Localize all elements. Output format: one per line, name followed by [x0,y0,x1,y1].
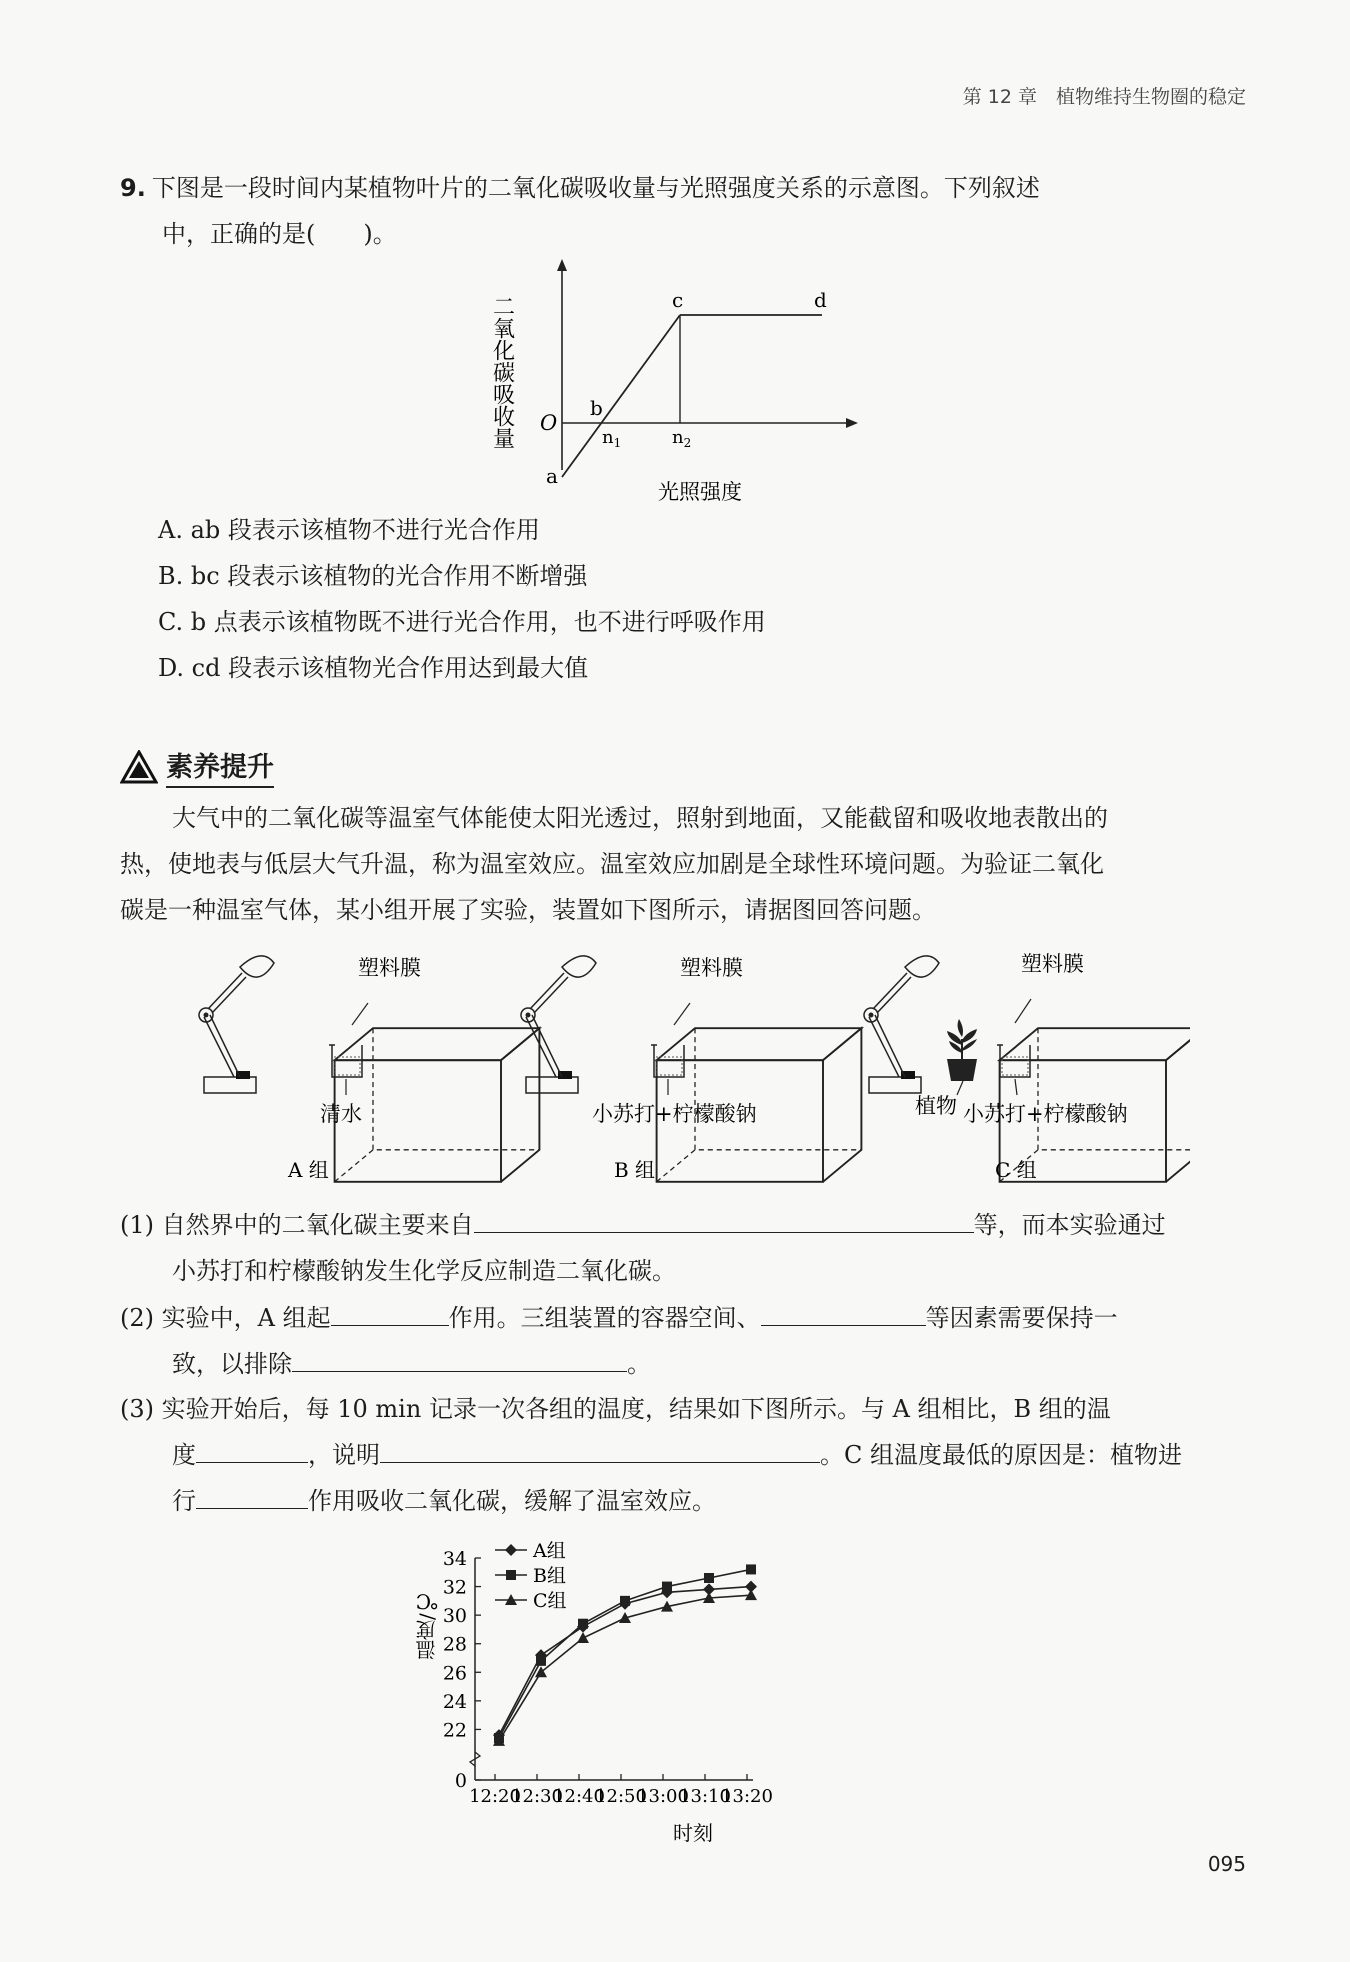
chart-ytick-label: 28 [442,1633,467,1656]
chart-ytick-label: 32 [442,1576,467,1599]
group-c-label: C 组 [995,1158,1037,1182]
chart-ytick-label: 24 [442,1690,467,1713]
chart-xtick-label: 12:20 [469,1786,521,1807]
chart-data-point [536,1656,546,1666]
option-c[interactable]: C. b 点表示该植物既不进行光合作用，也不进行呼吸作用 [158,608,766,636]
group-c-film-label: 塑料膜 [1021,952,1084,976]
graph-origin: O [540,411,558,435]
q2-text-d: 致，以排除 [172,1350,292,1378]
chart-data-point [746,1564,756,1574]
q3-text-f: 作用吸收二氧化碳，缓解了温室效应。 [308,1487,716,1515]
intro-line3: 碳是一种温室气体，某小组开展了实验，装置如下图所示，请据图回答问题。 [120,896,936,924]
q1-text-c: 小苏打和柠檬酸钠发生化学反应制造二氧化碳。 [172,1257,676,1285]
option-d[interactable]: D. cd 段表示该植物光合作用达到最大值 [158,654,589,682]
chart-ytick-label: 22 [442,1719,467,1742]
group-b-film-label: 塑料膜 [680,956,743,980]
group-a-label: A 组 [288,1158,329,1182]
page-number: 095 [1207,1852,1246,1876]
chart-xtick-label: 12:40 [553,1786,605,1807]
chart-ytick-label: 30 [442,1605,467,1628]
question-number: 9. [120,174,146,202]
graph-tick-n1: $n_1$ [602,427,622,450]
chart-ytick-label: 26 [442,1662,467,1685]
section-heading [120,745,274,788]
intro-line2: 热，使地表与低层大气升温，称为温室效应。温室效应加剧是全球性环境问题。为验证二氧化 [120,850,1104,878]
question-text-line2: 中，正确的是( )。 [162,220,397,248]
option-b[interactable]: B. bc 段表示该植物的光合作用不断增强 [158,562,588,590]
x-axis-arrow [846,418,858,428]
chart-xlabel: 时刻 [673,1821,713,1845]
q2-answer-blank-3[interactable] [292,1343,627,1372]
apparatus-figure [190,945,1190,1195]
plant-pot-icon [947,1019,977,1081]
graph-tick-n2: $n_2$ [672,427,692,450]
temperature-chart [405,1540,965,1850]
q3-answer-blank-1[interactable] [196,1434,308,1463]
group-c-plant-label: 植物 [915,1094,957,1118]
graph-point-d: d [814,288,827,312]
graph-point-c: c [672,288,684,312]
q2-text-c: 等因素需要保持一 [925,1304,1118,1332]
graph-point-b: b [590,396,603,420]
chart-ylabel: 温度/℃ [415,1589,439,1660]
chart-legend-marker [505,1544,517,1556]
graph-xlabel: 光照强度 [658,480,742,504]
chart-legend-label: C组 [533,1590,567,1612]
question-text-line1: 下图是一段时间内某植物叶片的二氧化碳吸收量与光照强度关系的示意图。下列叙述 [151,174,1040,202]
warning-triangle-icon [120,750,158,784]
chart-xtick-label: 12:50 [595,1786,647,1807]
chart-legend-label: B组 [533,1565,566,1587]
chart-xtick-label: 13:10 [679,1786,731,1807]
q3-text-a: (3) 实验开始后，每 10 min 记录一次各组的温度，结果如下图所示。与 A 组相比，B 组的温 [120,1395,1111,1423]
photosynthesis-graph [490,255,870,515]
apparatus-group-a [199,956,539,1182]
chart-data-point [577,1632,589,1643]
question-9 [120,165,1250,257]
chart-data-point [578,1619,588,1629]
intro-line1: 大气中的二氧化碳等温室气体能使太阳光透过，照射到地面，又能截留和吸收地表散出的 [172,804,1108,832]
option-a[interactable]: A. ab 段表示该植物不进行光合作用 [158,516,540,544]
q3-text-e: 行 [172,1487,196,1515]
subquestion-3 [120,1386,1250,1524]
group-a-film-label: 塑料膜 [358,956,421,980]
q2-answer-blank-1[interactable] [331,1297,449,1326]
graph-ylabel: 二氧化碳吸收量 [490,295,515,449]
chart-ytick-label: 0 [454,1770,467,1792]
q2-answer-blank-2[interactable] [761,1297,926,1326]
q3-answer-blank-2[interactable] [380,1434,820,1463]
chart-legend-label: A组 [533,1540,566,1562]
q3-text-b: 度 [172,1441,196,1469]
chart-data-point [662,1582,672,1592]
chart-xtick-label: 13:00 [637,1786,689,1807]
curve-abc [562,315,680,477]
chart-xtick-label: 12:30 [511,1786,563,1807]
chart-ytick-label: 34 [442,1548,467,1570]
group-c-contents: 小苏打+柠檬酸钠 [963,1102,1128,1126]
q2-text-b: 作用。三组装置的容器空间、 [448,1304,761,1332]
q2-text-a: (2) 实验中，A 组起 [120,1304,331,1332]
group-b-contents: 小苏打+柠檬酸钠 [592,1102,757,1126]
subquestion-1 [120,1202,1250,1294]
chart-xtick-label: 13:20 [721,1786,773,1807]
q3-text-c: ，说明 [308,1441,380,1469]
apparatus-group-c [864,952,1190,1182]
section-title: 素养提升 [166,745,274,788]
y-axis-arrow [557,259,567,271]
group-b-label: B 组 [614,1158,656,1182]
chart-data-point [620,1596,630,1606]
graph-point-a: a [546,464,558,488]
chart-data-point [704,1573,714,1583]
q1-text-b: 等，而本实验通过 [973,1211,1166,1239]
intro-paragraph [120,795,1250,933]
subquestion-2 [120,1295,1250,1387]
group-a-contents: 清水 [320,1102,362,1126]
q3-text-d: 。C 组温度最低的原因是：植物进 [820,1441,1182,1469]
q2-text-e: 。 [627,1350,651,1378]
apparatus-group-b [521,956,861,1182]
chart-legend-marker [506,1570,516,1580]
q1-text-a: (1) 自然界中的二氧化碳主要来自 [120,1211,474,1239]
chapter-header: 第 12 章 植物维持生物圈的稳定 [962,86,1246,108]
q3-answer-blank-3[interactable] [196,1480,308,1509]
q1-answer-blank[interactable] [474,1204,974,1233]
